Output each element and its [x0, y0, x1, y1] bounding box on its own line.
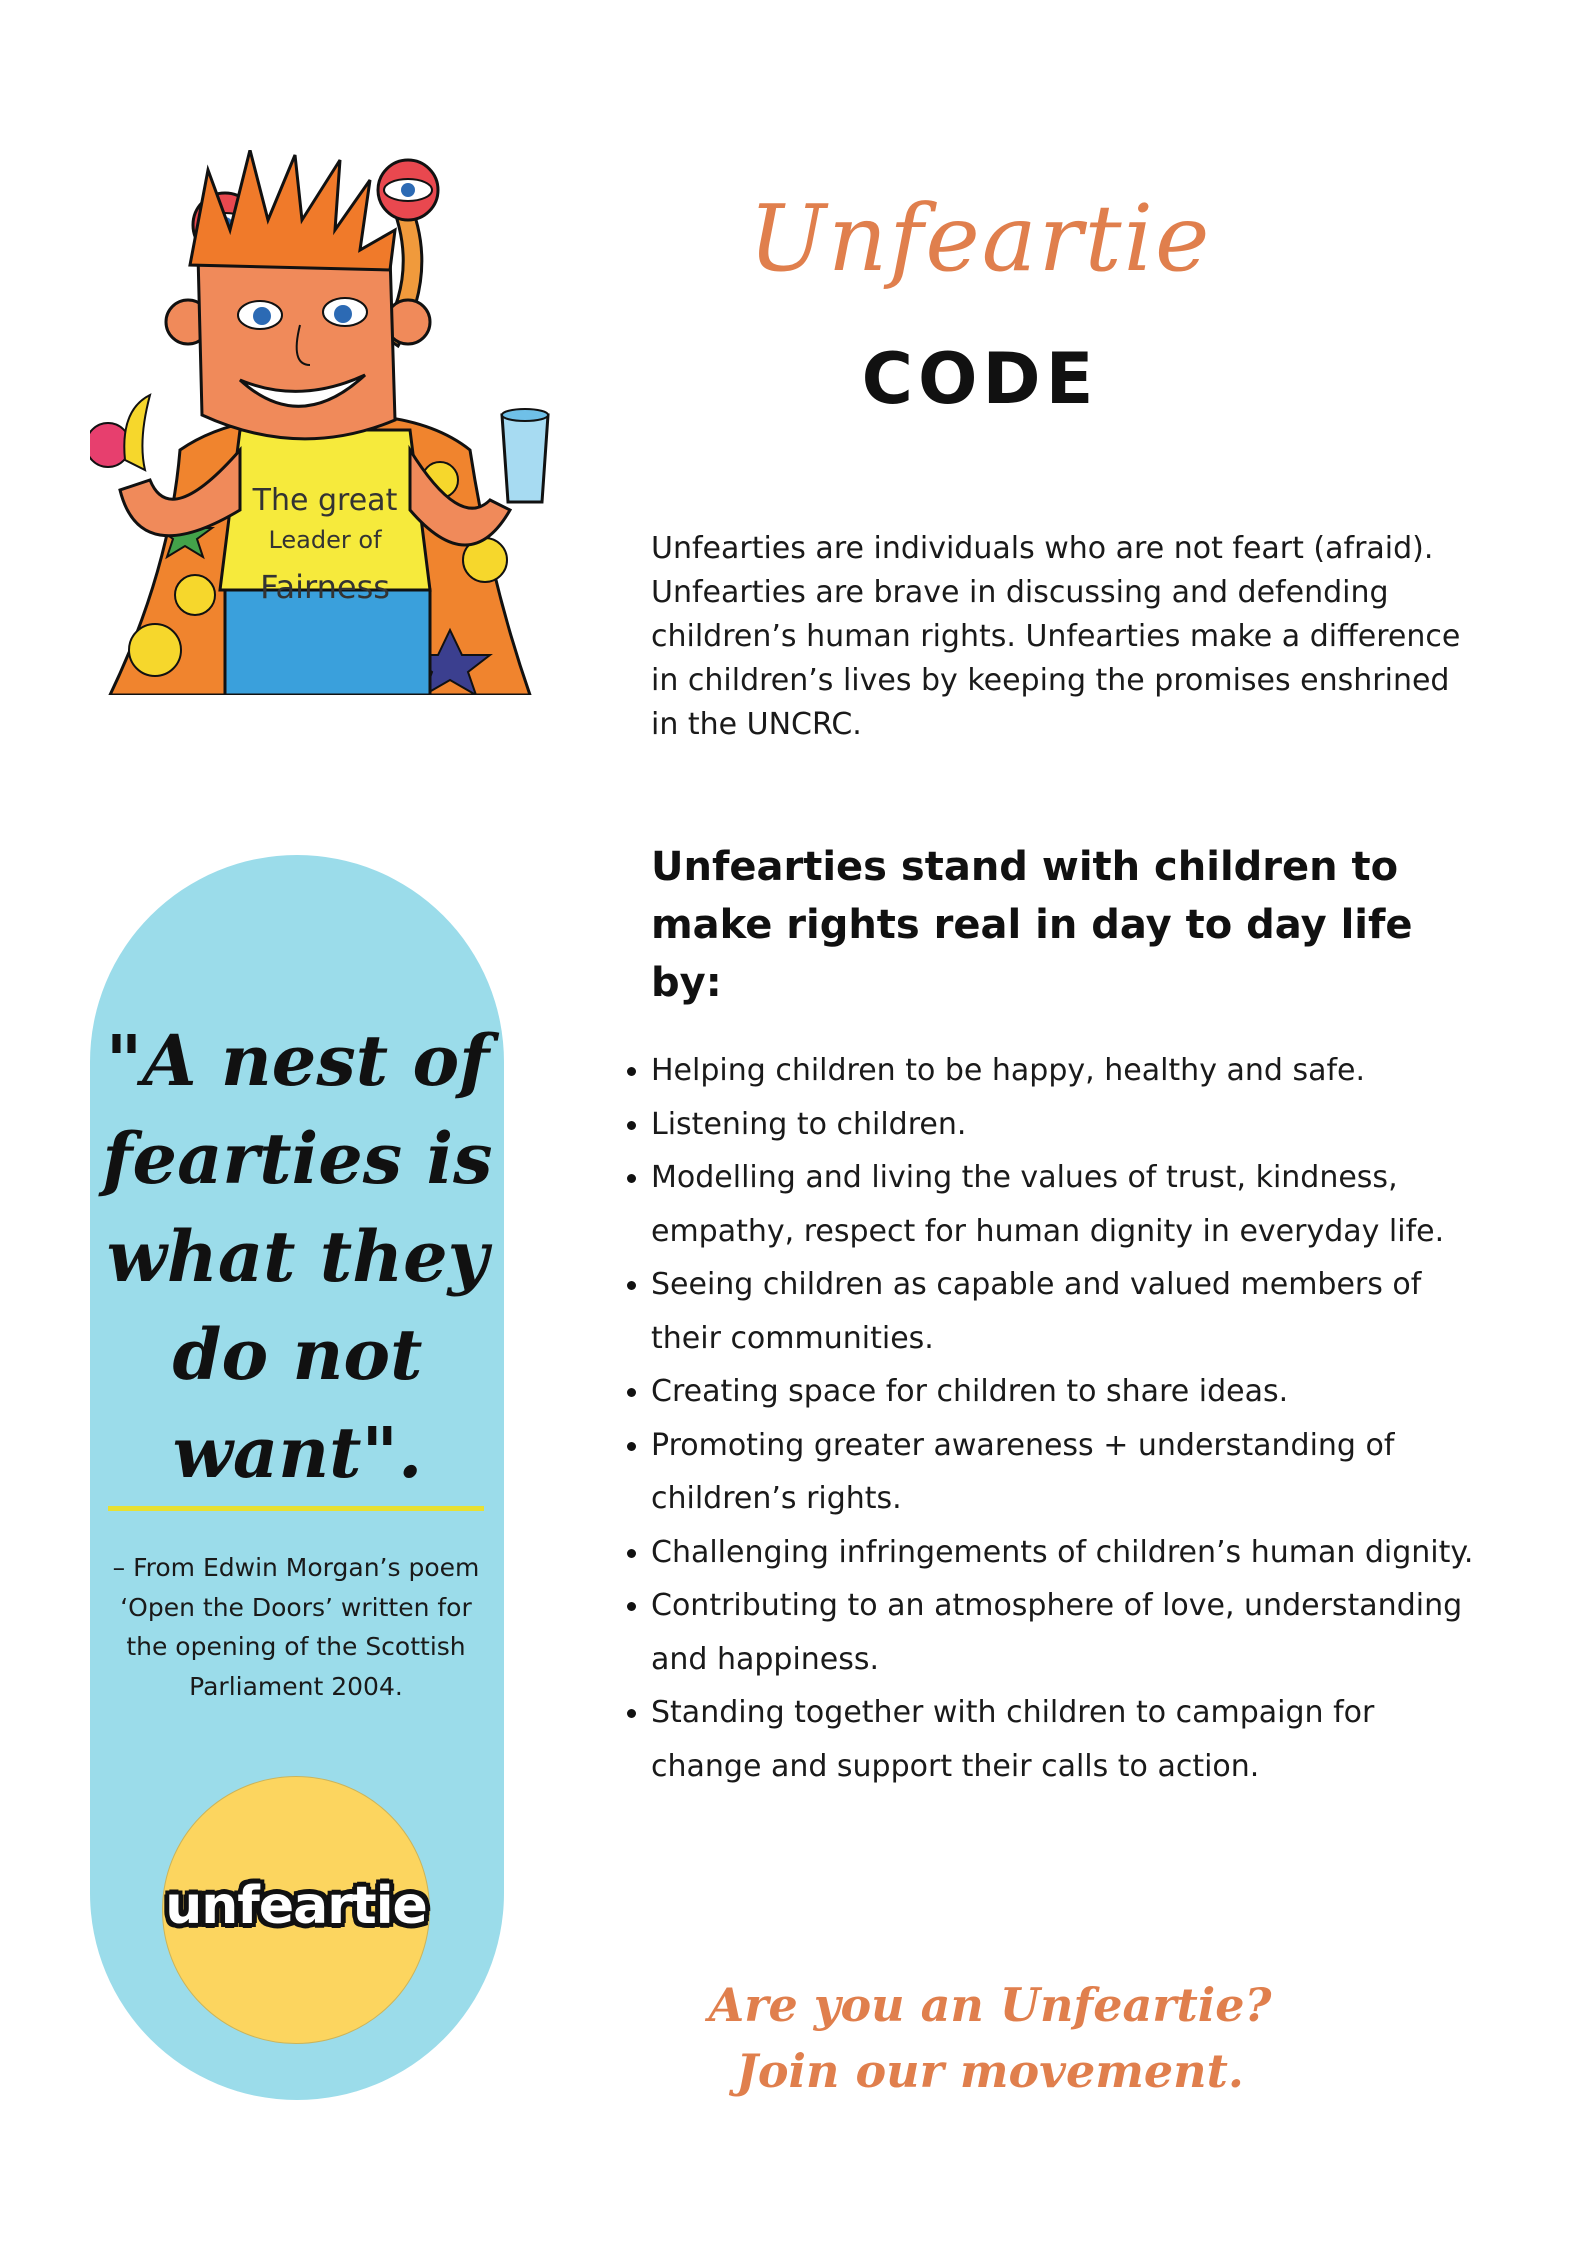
water-glass-icon [502, 409, 548, 502]
quote-text: "A nest of fearties is what they do not want". [102, 1019, 493, 1494]
title-script: Unfeartie [748, 185, 1212, 292]
list-item: Helping children to be happy, healthy and safe. [651, 1044, 1491, 1098]
list-item: Seeing children as capable and valued members of their communities. [651, 1258, 1491, 1365]
call-to-action [650, 1972, 1330, 2104]
list-item: Challenging infringements of children’s human dignity. [651, 1526, 1491, 1580]
shirt-text-line-3: Fairness [260, 568, 390, 606]
list-item: Contributing to an atmosphere of love, understanding and happiness. [651, 1579, 1491, 1686]
logo-text: unfeartie [165, 1876, 427, 1936]
section-heading: Unfearties stand with children to make rights real in day to day life by: [651, 844, 1413, 1006]
list-item: Standing together with children to campaign for change and support their calls to action. [651, 1686, 1491, 1793]
page-title: CODE [861, 338, 1099, 420]
cta-line-1: Are you an Unfeartie? [708, 1978, 1272, 2032]
shirt-text-line-2: Leader of [268, 526, 382, 554]
shirt-text-line-1: The great [252, 483, 398, 518]
quote-divider [108, 1506, 484, 1511]
code-list [651, 1044, 1491, 1793]
list-item: Modelling and living the values of trust, kindness, empathy, respect for human dignity in everyday life. [651, 1151, 1491, 1258]
antenna-eye-right-icon [378, 160, 438, 220]
intro-paragraph: Unfearties are individuals who are not feart (afraid). Unfearties are brave in discussing and defending children’s human rights. Unfearties make a difference in children’s lives by keeping the promises enshrined in the UNCRC. [651, 531, 1461, 742]
cta-line-2: Join our movement. [736, 2044, 1244, 2098]
fruit-icon [90, 395, 150, 470]
list-item: Listening to children. [651, 1098, 1491, 1152]
leader-of-fairness-illustration [90, 150, 550, 695]
list-item: Promoting greater awareness + understanding of children’s rights. [651, 1419, 1491, 1526]
quote-attribution: – From Edwin Morgan’s poem ‘Open the Doors’ written for the opening of the Scottish Parliament 2004. [112, 1553, 480, 1701]
list-item: Creating space for children to share ideas. [651, 1365, 1491, 1419]
